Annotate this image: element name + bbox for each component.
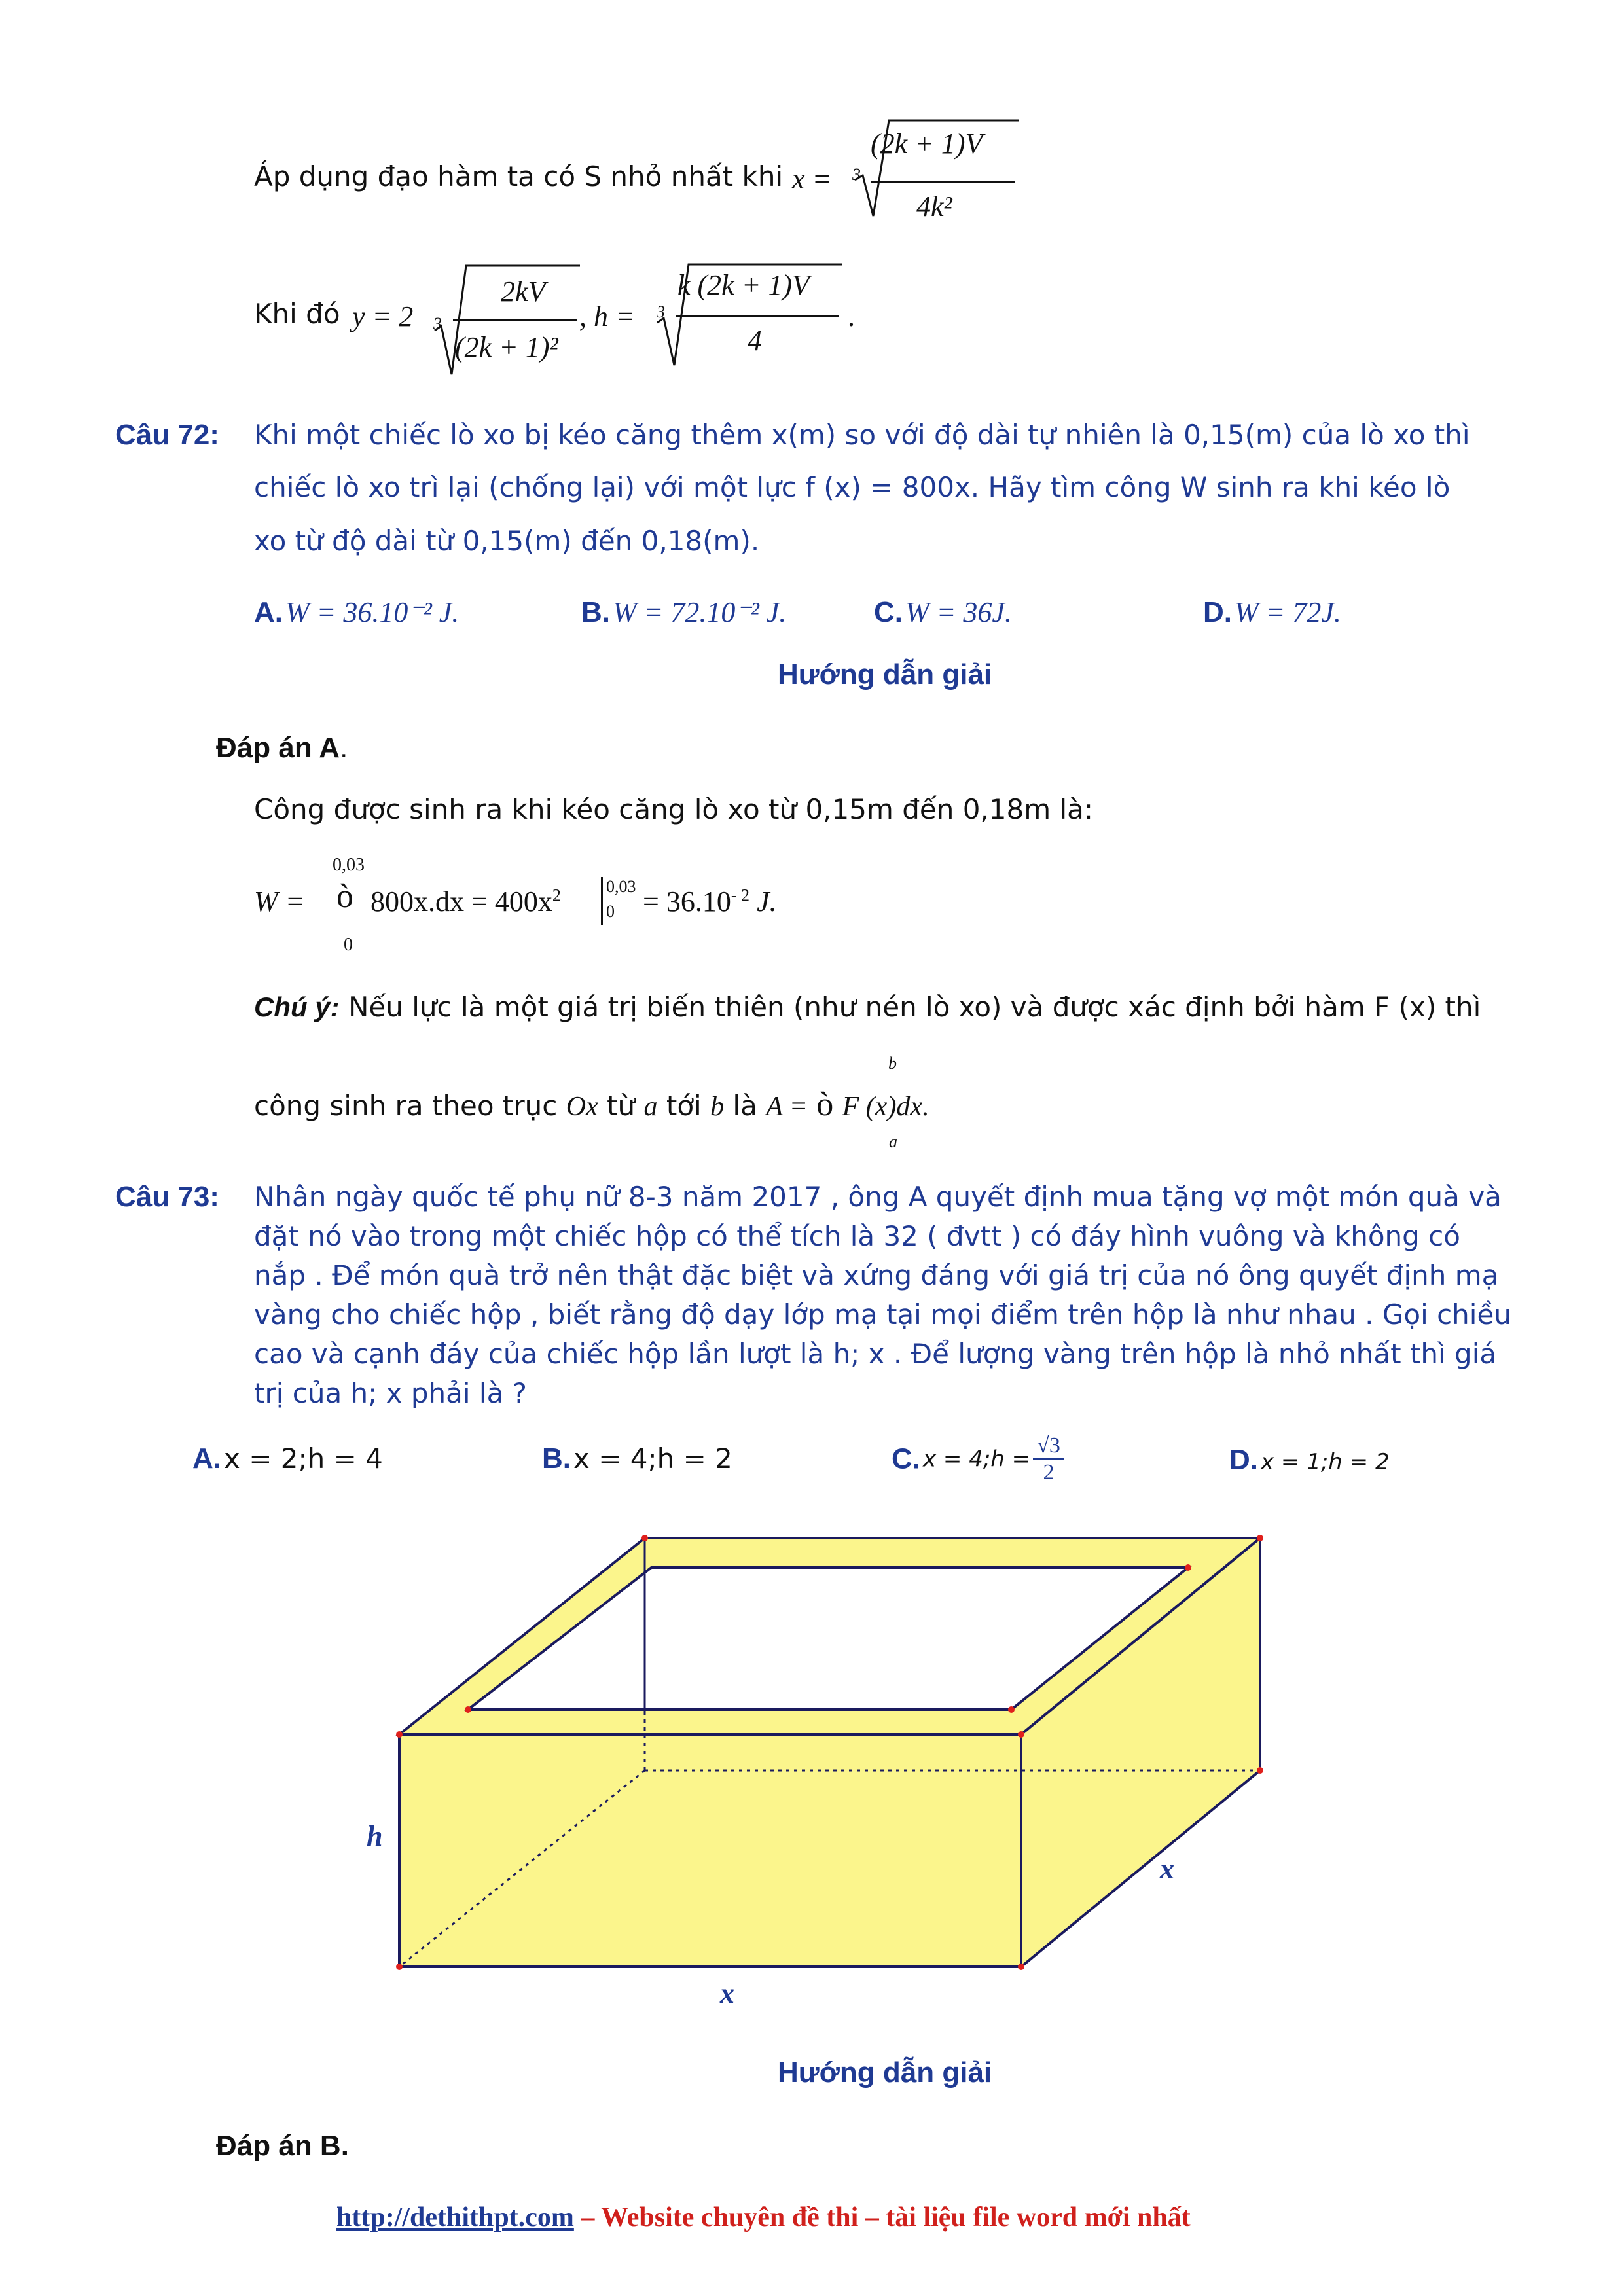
top-line2-bar-h [676, 315, 839, 317]
top-line2-den-h: 4 [748, 325, 762, 357]
q73-option-d-text: x = 1;h = 2 [1261, 1449, 1390, 1475]
q72-eval-bar [601, 877, 603, 925]
q72-integral-body [370, 885, 561, 920]
q72-answer-text: Đáp án A [216, 732, 340, 764]
top-line1-den: 4k² [916, 190, 952, 223]
top-line2-num: 2kV [501, 276, 546, 308]
q73-option-c[interactable] [892, 1433, 1064, 1485]
q72-option-c[interactable] [874, 596, 1012, 630]
q72-integral-body-text: 800x.dx = 400x [370, 886, 552, 918]
top-line1 [254, 160, 783, 192]
box-label-x-bottom: x [720, 1977, 734, 2009]
q72-answer-dot: . [340, 732, 348, 764]
q72-note-label: Chú ý: [254, 992, 340, 1022]
q72-option-d[interactable] [1203, 596, 1341, 630]
q73-option-c-frac [1033, 1433, 1064, 1485]
q72-result-unit: J. [757, 886, 777, 918]
q73-option-c-text: x = 4;h = [923, 1446, 1031, 1473]
top-line2-bar [453, 319, 577, 321]
q72-eval-lower: 0 [606, 902, 615, 921]
top-line2-root-index-h: 3 [657, 302, 665, 321]
q72-eval-upper: 0,03 [606, 877, 636, 896]
top-line1-lhs: x = [792, 163, 832, 195]
q72-note-line1 [254, 991, 1481, 1023]
q72-label: Câu 72: [115, 419, 219, 451]
top-line1-root-index: 3 [852, 165, 861, 184]
q72-note-line2-b: từ [607, 1090, 636, 1122]
q72-note-line2 [254, 1085, 929, 1124]
q73-option-c-num: √3 [1033, 1433, 1064, 1460]
q72-option-d-text: W = 72J. [1235, 596, 1341, 628]
q73-option-a-label: A. [192, 1443, 221, 1475]
q72-note-line1-text: Nếu lực là một giá trị biến thiên (như nén lò xo) và được xác định bởi hàm F (x) thì [339, 991, 1481, 1023]
q72-option-a-label: A. [254, 596, 283, 628]
q73-option-d-label: D. [1229, 1444, 1258, 1476]
footer [336, 2202, 1191, 2233]
top-line2-den: (2k + 1)² [455, 331, 558, 363]
q73-option-c-label: C. [892, 1443, 920, 1475]
q72-note-int-sign: ò [816, 1086, 834, 1123]
q72-option-b-text: W = 72.10⁻² J. [613, 596, 787, 628]
q73-guide-heading: Hướng dẫn giải [778, 2056, 992, 2089]
top-line2-root-index: 3 [433, 314, 442, 333]
footer-link[interactable]: http://dethithpt.com [336, 2202, 574, 2233]
q72-integral-sup: 2 [552, 886, 561, 905]
q72-line2: chiếc lò xo trì lại (chống lại) với một lực f (x) = 800x. Hãy tìm công W sinh ra khi kéo lò [254, 471, 1451, 503]
q73-line6: trị của h; x phải là ? [254, 1377, 527, 1409]
q72-result-text: = 36.10 [643, 886, 731, 918]
q72-note-int-body: F (x)dx. [842, 1092, 929, 1122]
q72-solution-line1: Công được sinh ra khi kéo căng lò xo từ 0,15m đến 0,18m là: [254, 793, 1094, 825]
q72-option-c-label: C. [874, 596, 903, 628]
q73-option-a[interactable] [192, 1443, 383, 1475]
box-label-h: h [367, 1820, 383, 1852]
q73-option-b-text: x = 4;h = 2 [573, 1443, 732, 1475]
q72-line1: Khi một chiếc lò xo bị kéo căng thêm x(m) so với độ dài tự nhiên là 0,15(m) của lò xo thì [254, 419, 1470, 451]
q73-line1: Nhân ngày quốc tế phụ nữ 8-3 năm 2017 , ông A quyết định mua tặng vợ một món quà và [254, 1181, 1502, 1213]
q73-label: Câu 73: [115, 1181, 219, 1213]
q72-note-a: a [643, 1092, 658, 1122]
q73-option-b[interactable] [542, 1443, 732, 1475]
q72-integral-lhs: W = [254, 886, 305, 918]
top-line1-num: (2k + 1)V [871, 128, 983, 160]
q73-option-a-text: x = 2;h = 4 [224, 1443, 383, 1475]
q72-note-line2-d: là [732, 1090, 757, 1122]
top-line2-num-h: k (2k + 1)V [677, 269, 810, 301]
q73-line2: đặt nó vào trong một chiếc hộp có thể tích là 32 ( đvtt ) có đáy hình vuông và không có [254, 1220, 1460, 1252]
box-label-x-side: x [1160, 1853, 1174, 1885]
q72-note-line2-a: công sinh ra theo trục [254, 1090, 558, 1122]
q72-note-b: b [710, 1092, 725, 1122]
top-line1-text: Áp dụng đạo hàm ta có S nhỏ nhất khi [254, 160, 784, 192]
top-line2-text: Khi đó [254, 298, 340, 330]
q72-result-exp: - 2 [731, 886, 749, 905]
top-line2-end: . [848, 300, 855, 332]
q73-line4: vàng cho chiếc hộp , biết rằng độ dạy lớp mạ tại mọi điểm trên hộp là như nhau . Gọi chiều [254, 1299, 1511, 1331]
q72-integral-result [643, 885, 777, 920]
q73-option-c-den: 2 [1043, 1460, 1055, 1484]
q72-option-c-text: W = 36J. [905, 596, 1012, 628]
top-line1-bar [871, 181, 1015, 183]
q73-answer: Đáp án B. [216, 2130, 349, 2162]
q72-answer [216, 732, 348, 764]
q72-note-formula: A = [766, 1092, 808, 1122]
top-line2-y: y = 2 [352, 300, 414, 332]
q72-option-b-label: B. [581, 596, 610, 628]
q72-note-upper: b [888, 1054, 897, 1073]
q72-note-line2-c: tới [666, 1090, 702, 1122]
q72-note-ox: Ox [566, 1092, 598, 1122]
q73-option-d[interactable] [1229, 1444, 1390, 1477]
q72-integral-upper: 0,03 [333, 855, 365, 875]
q72-guide-heading: Hướng dẫn giải [778, 658, 992, 691]
q73-option-b-label: B. [542, 1443, 571, 1475]
q72-note-lower: a [889, 1132, 897, 1151]
q73-line3: nắp . Để món quà trở nên thật đặc biệt và xứng đáng với giá trị của nó ông quyết định mạ [254, 1259, 1499, 1291]
box-front-face [399, 1734, 1021, 1967]
q72-integral-lower: 0 [344, 935, 353, 955]
q72-option-d-label: D. [1203, 596, 1232, 628]
q72-line3: xo từ độ dài từ 0,15(m) đến 0,18(m). [254, 525, 760, 557]
q72-option-b[interactable] [581, 596, 786, 630]
footer-text: – Website chuyên đề thi – tài liệu file word mới nhất [573, 2202, 1191, 2233]
q72-option-a[interactable] [254, 596, 459, 630]
q73-line5: cao và cạnh đáy của chiếc hộp lần lượt là h; x . Để lượng vàng trên hộp là nhỏ nhất thì giá [254, 1338, 1497, 1370]
q72-option-a-text: W = 36.10⁻² J. [285, 596, 460, 628]
top-line2-h: , h = [579, 300, 635, 332]
q72-integral-sign: ò [336, 878, 353, 915]
box-figure [367, 1525, 1296, 2009]
